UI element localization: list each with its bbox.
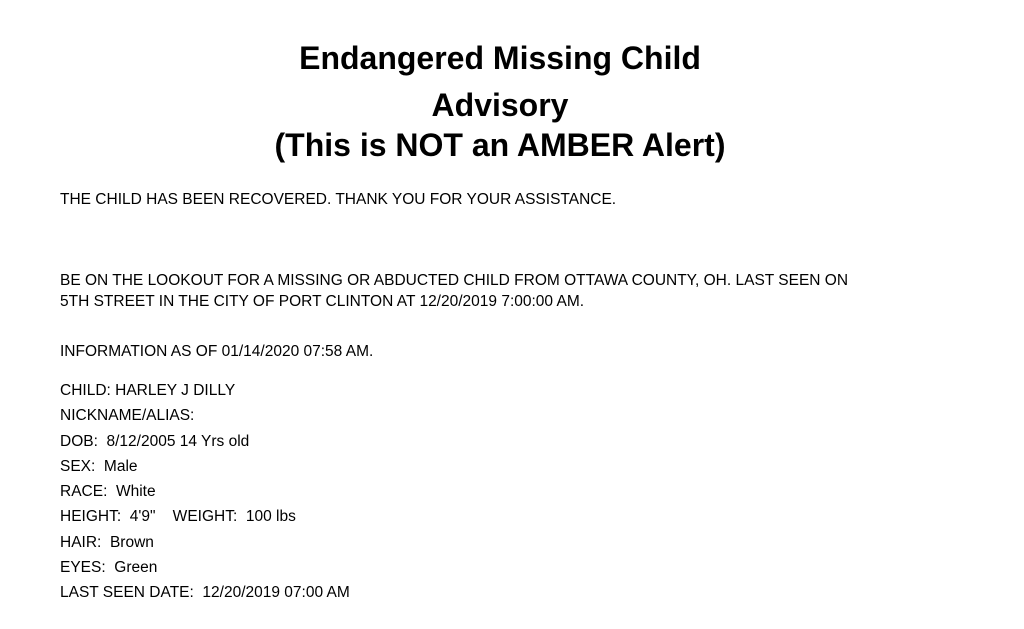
recovered-status-message: THE CHILD HAS BEEN RECOVERED. THANK YOU FOR YOUR ASSISTANCE. (60, 191, 617, 208)
detail-last-seen-date: LAST SEEN DATE: 12/20/2019 07:00 AM (60, 584, 350, 602)
lookout-text-line-2: 5TH STREET IN THE CITY OF PORT CLINTON AT 12/20/2019 7:00:00 AM. (60, 293, 585, 310)
detail-height-weight: HEIGHT: 4'9" WEIGHT: 100 lbs (60, 508, 296, 526)
advisory-title-line-2: Advisory (431, 87, 569, 123)
detail-sex: SEX: Male (60, 457, 138, 475)
advisory-title-line-1: Endangered Missing Child (299, 40, 701, 76)
detail-dob: DOB: 8/12/2005 14 Yrs old (60, 432, 250, 450)
detail-eyes: EYES: Green (60, 559, 158, 577)
child-details-list (60, 381, 350, 609)
detail-child-name: CHILD: HARLEY J DILLY (60, 382, 236, 399)
lookout-text-line-1: BE ON THE LOOKOUT FOR A MISSING OR ABDUCTED CHILD FROM OTTAWA COUNTY, OH. LAST SEEN ON (60, 272, 849, 289)
detail-hair: HAIR: Brown (60, 533, 154, 551)
detail-nickname: NICKNAME/ALIAS: (60, 407, 195, 425)
advisory-title-line-3: (This is NOT an AMBER Alert) (274, 127, 726, 163)
information-timestamp: INFORMATION AS OF 01/14/2020 07:58 AM. (60, 343, 374, 360)
detail-race: RACE: White (60, 483, 156, 501)
